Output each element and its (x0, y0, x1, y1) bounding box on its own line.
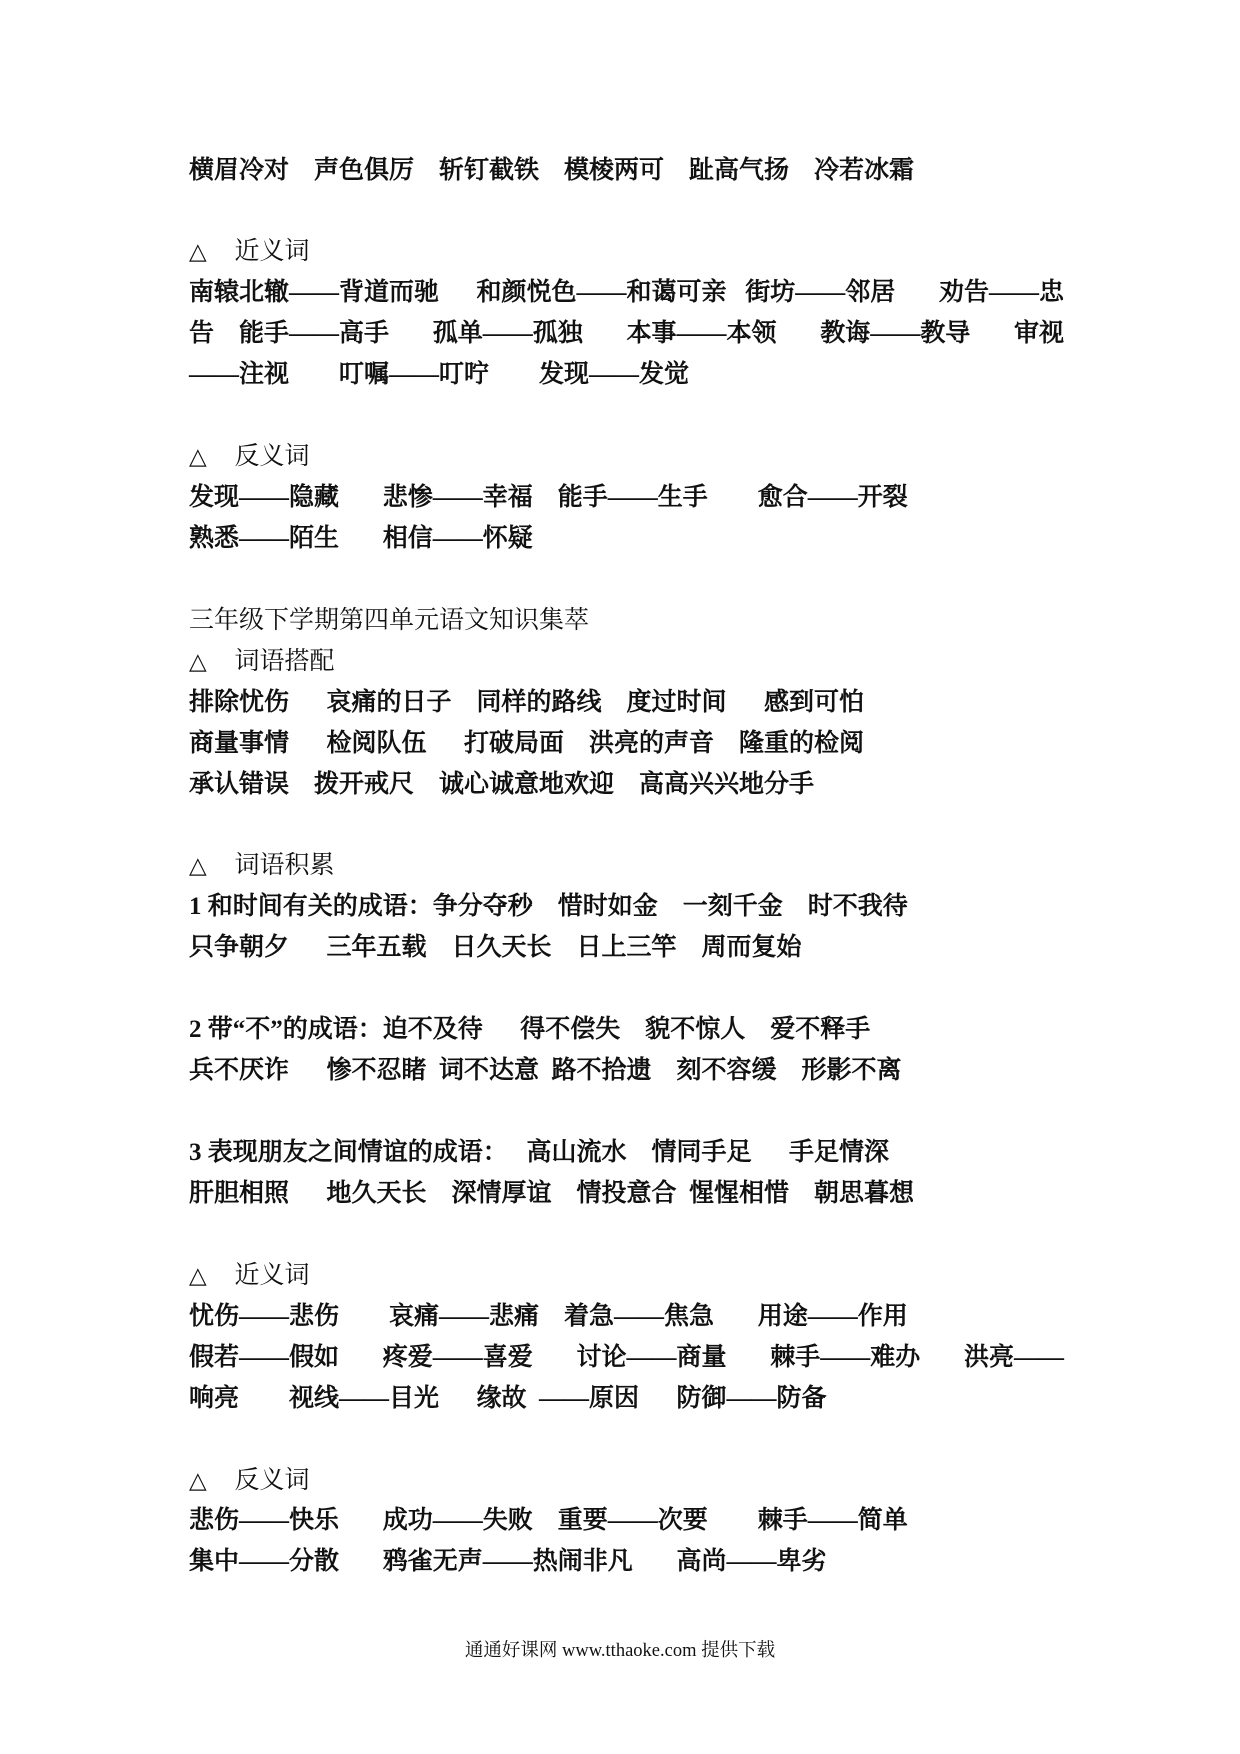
section-unit4-collocations (189, 601, 1189, 806)
heading-label: 反义词 (234, 1466, 310, 1494)
word-pair-line: 悲伤——快乐 成功——失败 重要——次要 棘手——简单 (189, 1507, 908, 1535)
unit-title: 三年级下学期第四单元语文知识集萃 (189, 606, 590, 634)
collocation-line: 承认错误 拨开戒尺 诚心诚意地欢迎 高高兴兴地分手 (189, 770, 815, 798)
idiom-list (189, 151, 1189, 192)
triangle-marker: △ (189, 1467, 207, 1494)
word-pair-line: 熟悉——陌生 相信——怀疑 (189, 524, 533, 552)
heading-label: 近义词 (234, 238, 310, 266)
section-heading (189, 437, 1189, 478)
word-pair-line: 忧伤——悲伤 哀痛——悲痛 着急——焦急 用途——作用 (189, 1302, 908, 1330)
heading-label: 近义词 (234, 1261, 310, 1289)
word-pair-line: ——注视 叮嘱——叮咛 发现——发觉 (189, 361, 690, 389)
triangle-marker: △ (189, 1262, 207, 1289)
idiom-group-line: 兵不厌诈 惨不忍睹 词不达意 路不拾遗 刻不容缓 形影不离 (189, 1057, 902, 1085)
section-unit4-synonyms (189, 1256, 1189, 1420)
heading-label: 反义词 (234, 443, 310, 471)
word-pair-line: 集中——分散 鸦雀无声——热闹非凡 高尚——卑劣 (189, 1548, 827, 1576)
collocation-line: 商量事情 检阅队伍 打破局面 洪亮的声音 隆重的检阅 (189, 729, 865, 757)
idiom-line: 横眉冷对 声色俱厉 斩钉截铁 模棱两可 趾高气扬 冷若冰霜 (189, 156, 915, 184)
triangle-marker: △ (189, 239, 207, 266)
triangle-marker: △ (189, 444, 207, 471)
triangle-marker: △ (189, 853, 207, 880)
document-body (189, 151, 1189, 1584)
section-heading (189, 642, 1189, 683)
collocation-line: 排除忧伤 哀痛的日子 同样的路线 度过时间 感到可怕 (189, 688, 865, 716)
section-unit4-accumulation-2 (189, 1010, 1189, 1092)
section-unit4-accumulation-1 (189, 846, 1189, 969)
section-heading (189, 1256, 1189, 1297)
section-unit3-antonyms (189, 437, 1189, 560)
triangle-marker: △ (189, 648, 207, 675)
word-pair-line: 响亮 视线——目光 缘故 ——原因 防御——防备 (189, 1384, 827, 1412)
heading-label: 词语搭配 (234, 647, 335, 675)
idiom-group-line: 只争朝夕 三年五载 日久天长 日上三竿 周而复始 (189, 934, 802, 962)
word-pair-line: 告 能手——高手 孤单——孤独 本事——本领 教诲——教导 审视 (189, 320, 1065, 348)
section-heading (189, 846, 1189, 887)
idiom-group-line: 肝胆相照 地久天长 深情厚谊 情投意合 惺惺相惜 朝思暮想 (189, 1179, 915, 1207)
section-unit4-accumulation-3 (189, 1133, 1189, 1215)
word-pair-line: 发现——隐藏 悲惨——幸福 能手——生手 愈合——开裂 (189, 484, 908, 511)
idiom-group-line: 3 表现朋友之间情谊的成语： 高山流水 情同手足 手足情深 (189, 1139, 890, 1166)
section-unit3-synonyms (189, 232, 1189, 396)
footer-credit: 通通好课网 www.tthaoke.com 提供下载 (464, 1641, 776, 1661)
section-heading (189, 232, 1189, 273)
idiom-group-line: 2 带“不”的成语：迫不及待 得不偿失 貌不惊人 爱不释手 (189, 1016, 871, 1044)
heading-label: 词语积累 (234, 852, 335, 880)
idiom-group-line: 1 和时间有关的成语：争分夺秒 惜时如金 一刻千金 时不我待 (189, 893, 908, 921)
word-pair-line: 假若——假如 疼爱——喜爱 讨论——商量 棘手——难办 洪亮—— (189, 1343, 1065, 1371)
word-pair-line: 南辕北辙——背道而驰 和颜悦色——和蔼可亲 街坊——邻居 劝告——忠 (189, 279, 1065, 307)
section-heading (189, 1461, 1189, 1502)
section-unit4-antonyms (189, 1461, 1189, 1584)
